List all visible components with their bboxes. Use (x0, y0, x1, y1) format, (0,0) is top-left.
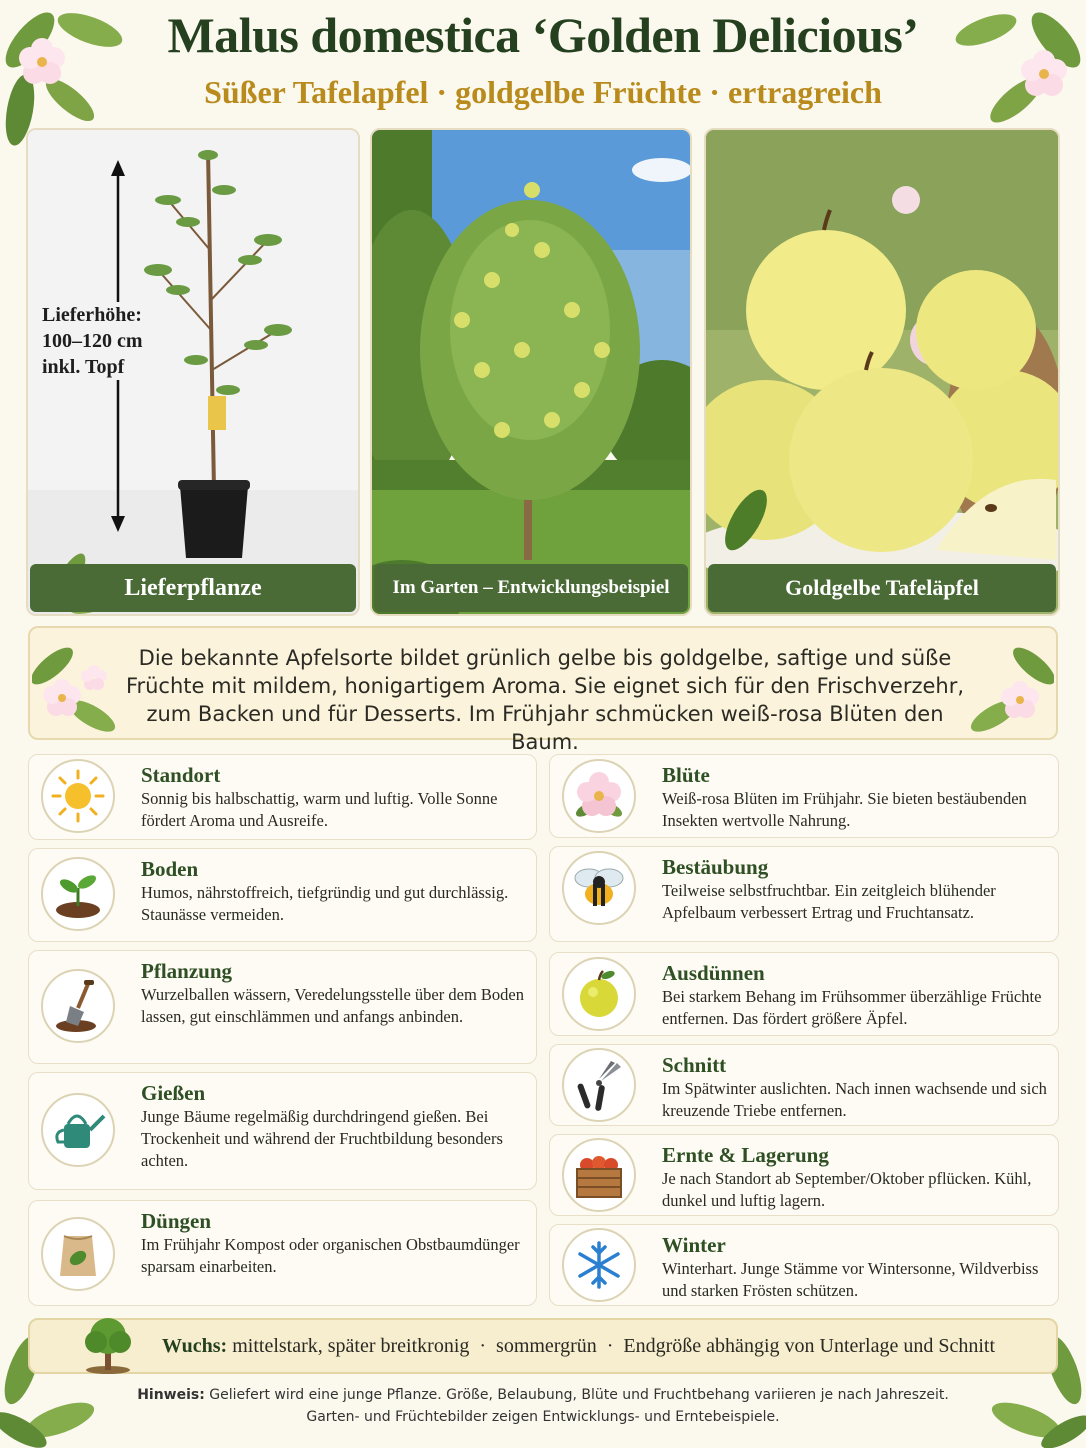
description-text: Die bekannte Apfelsorte bildet grünlich gelbe bis goldgelbe, saftige und süße Früchte mit mildem, honigartigem Aroma. Sie eignet sich für den Frischverzehr, zum Backen und für Desserts. Im Frühjahr schmücken weiß-rosa Blüten den Baum. (125, 646, 965, 754)
photo-label-delivery: Lieferpflanze (30, 564, 356, 612)
card-text: Je nach Standort ab September/Oktober pflücken. Kühl, dunkel und luftig lagern. (662, 1169, 1032, 1210)
card-title: Winter (662, 1233, 726, 1257)
apple-icon (571, 966, 627, 1022)
card-title: Ernte & Lagerung (662, 1143, 829, 1167)
care-card-ernte (549, 1134, 1059, 1216)
photo-delivery-plant (26, 128, 360, 616)
pruning-shears-icon (571, 1057, 627, 1113)
care-card-bestaeubung (549, 846, 1059, 942)
sun-icon (50, 768, 106, 824)
photo-label-garden: Im Garten – Entwicklungsbeispiel (374, 564, 688, 612)
blossom-icon (571, 768, 627, 824)
growth-bar (28, 1318, 1058, 1374)
card-text: Winterhart. Junge Stämme vor Wintersonne, Wildverbiss und starken Frösten schützen. (662, 1259, 1039, 1300)
golden-apples-illustration (706, 130, 1060, 616)
bee-icon (569, 860, 629, 916)
care-card-schnitt (549, 1044, 1059, 1126)
card-title: Düngen (141, 1209, 212, 1233)
care-card-winter (549, 1224, 1059, 1306)
care-card-pflanzung (28, 950, 537, 1064)
tree-icon (78, 1314, 138, 1376)
card-title: Boden (141, 857, 199, 881)
shovel-icon (50, 978, 106, 1034)
care-card-standort (28, 754, 537, 840)
fertilizer-bag-icon (50, 1226, 106, 1282)
note-line-1: Geliefert wird eine junge Pflanze. Größe, Belaubung, Blüte und Fruchtbehang variieren je nach Jahreszeit. (209, 1387, 949, 1403)
card-title: Bestäubung (662, 855, 769, 879)
seedling-soil-icon (50, 866, 106, 922)
snowflake-icon (571, 1237, 627, 1293)
page-subtitle: Süßer Tafelapfel · goldgelbe Früchte · ertragreich (204, 74, 882, 110)
growth-text: mittelstark, später breitkronig · sommergrün · Endgröße abhängig von Unterlage und Schnitt (232, 1335, 996, 1357)
care-card-ausduennen (549, 952, 1059, 1036)
card-title: Gießen (141, 1081, 206, 1105)
care-card-duengen (28, 1200, 537, 1306)
card-text: Sonnig bis halbschattig, warm und luftig. Volle Sonne fördert Aroma und Ausreife. (141, 789, 498, 830)
card-title: Standort (141, 763, 221, 787)
description-box (28, 626, 1058, 754)
card-title: Pflanzung (141, 959, 233, 983)
watering-can-icon (48, 1102, 108, 1158)
card-text: Humos, nährstoffreich, tiefgründig und gut durchlässig. Staunässe vermeiden. (141, 883, 509, 924)
note (0, 1384, 1086, 1428)
card-text: Teilweise selbstfruchtbar. Ein zeitgleich blühender Apfelbaum verbessert Ertrag und Fruchtansatz. (662, 881, 996, 922)
growth-label: Wuchs: (162, 1335, 228, 1357)
photo-label-fruit: Goldgelbe Tafeläpfel (708, 564, 1056, 612)
blossom-left-icon (32, 636, 122, 736)
card-title: Schnitt (662, 1053, 727, 1077)
card-text: Bei starkem Behang im Frühsommer überzählige Früchte entfernen. Das fördert größere Äpfel. (662, 987, 1042, 1028)
card-title: Blüte (662, 763, 710, 787)
garden-tree-illustration (372, 130, 692, 616)
care-card-giessen (28, 1072, 537, 1190)
care-card-boden (28, 848, 537, 942)
card-text: Junge Bäume regelmäßig durchdringend gießen. Bei Trockenheit und während der Fruchtbildung besonders achten. (141, 1107, 503, 1170)
page-title: Malus domestica ‘Golden Delicious’ (167, 7, 919, 63)
card-text: Wurzelballen wässern, Veredelungsstelle über dem Boden lassen, gut einschlämmen und anfangs anbinden. (141, 985, 524, 1026)
note-line-2: Garten- und Früchtebilder zeigen Entwicklungs- und Erntebeispiele. (306, 1409, 780, 1425)
card-text: Weiß-rosa Blüten im Frühjahr. Sie bieten bestäubenden Insekten wertvolle Nahrung. (662, 789, 1027, 830)
photo-fruit (704, 128, 1060, 616)
note-label: Hinweis: (137, 1387, 205, 1403)
care-card-bluete (549, 754, 1059, 838)
blossom-right-icon (964, 636, 1054, 736)
delivery-height-label: Lieferhöhe: 100–120 cm inkl. Topf (42, 302, 162, 380)
apple-crate-icon (571, 1147, 627, 1203)
card-text: Im Frühjahr Kompost oder organischen Obstbaumdünger sparsam einarbeiten. (141, 1235, 520, 1276)
card-text: Im Spätwinter auslichten. Nach innen wachsende und sich kreuzende Triebe entfernen. (662, 1079, 1047, 1120)
card-title: Ausdünnen (662, 961, 765, 985)
photo-garden (370, 128, 692, 616)
